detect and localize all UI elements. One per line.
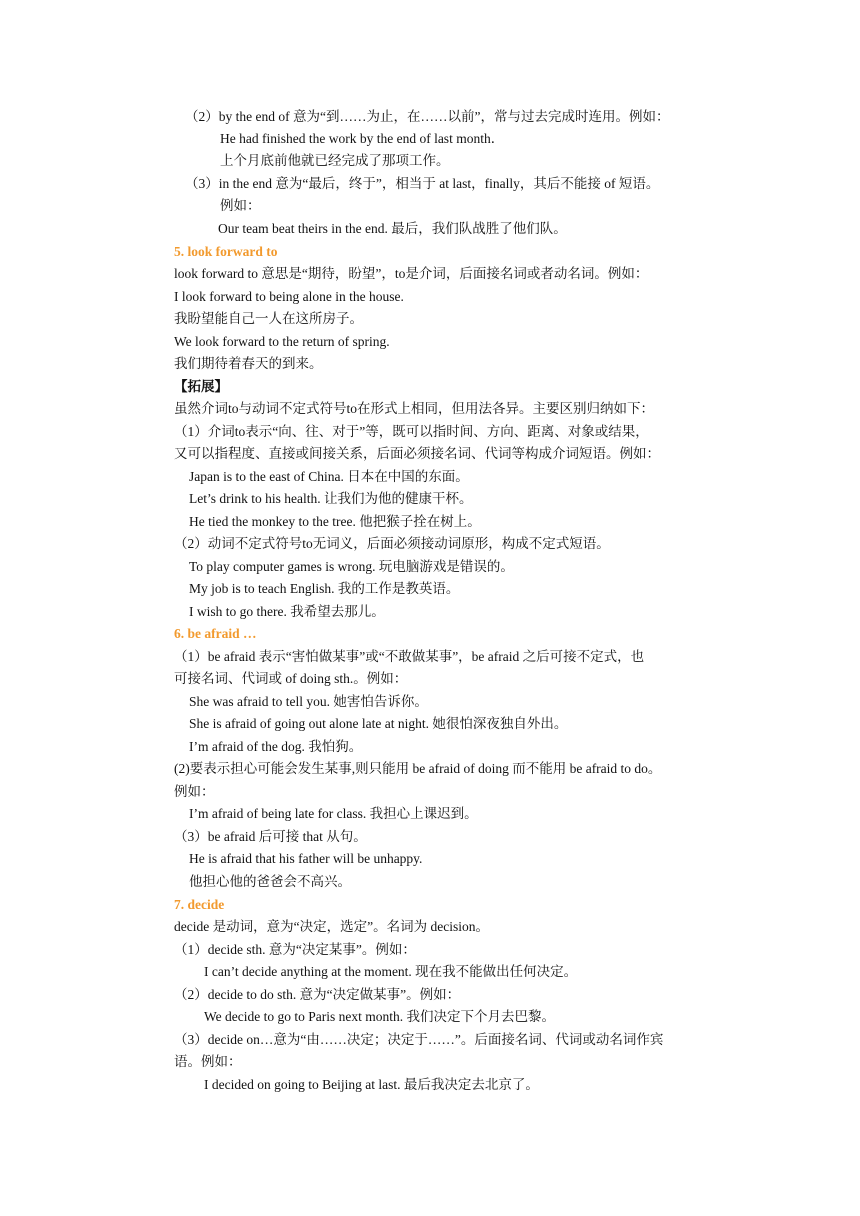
- example-english: I look forward to being alone in the house.: [174, 289, 404, 304]
- example-intro: 例如：: [220, 198, 261, 213]
- example-sentence: He tied the monkey to the tree. 他把猴子拴在树上。: [189, 514, 481, 529]
- example-sentence: I’m afraid of the dog. 我怕狗。: [189, 739, 363, 754]
- paragraph-text: 可接名词、代词或 of doing sth.。例如：: [174, 671, 408, 686]
- example-sentence: My job is to teach English. 我的工作是教英语。: [189, 581, 460, 596]
- paragraph-text: （1）decide sth. 意为“决定某事”。例如：: [174, 942, 416, 957]
- example-sentence: I decided on going to Beijing at last. 最后我决定去北京了。: [204, 1077, 539, 1092]
- example-sentence: Japan is to the east of China. 日本在中国的东面。: [189, 469, 469, 484]
- example-intro: 语。例如：: [174, 1054, 242, 1069]
- paragraph-text: （3）decide on…意为“由……决定；决定于……”。后面接名词、代词或动名词作宾: [174, 1032, 664, 1047]
- example-sentence: She was afraid to tell you. 她害怕告诉你。: [189, 694, 428, 709]
- in-the-end-rule: （3）in the end 意为“最后，终于”，相当于 at last，finally，其后不能接 of 短语。: [185, 176, 660, 191]
- example-chinese: 他担心他的爸爸会不高兴。: [189, 874, 351, 889]
- by-the-end-of-rule: （2）by the end of 意为“到……为止，在……以前”，常与过去完成时连用。例如：: [185, 109, 670, 124]
- section-heading-decide: 7. decide: [174, 897, 225, 912]
- paragraph-text: 虽然介词to与动词不定式符号to在形式上相同，但用法各异。主要区别归纳如下：: [174, 401, 655, 416]
- paragraph-text: （2）decide to do sth. 意为“决定做某事”。例如：: [174, 987, 461, 1002]
- example-sentence: I can’t decide anything at the moment. 现在我不能做出任何决定。: [204, 964, 578, 979]
- example-english: We look forward to the return of spring.: [174, 334, 390, 349]
- example-sentence: Our team beat theirs in the end. 最后，我们队战胜了他们队。: [218, 221, 567, 236]
- example-intro: 例如：: [174, 784, 215, 799]
- paragraph-text: （1）be afraid 表示“害怕做某事”或“不敢做某事”，be afraid 之后可接不定式，也: [174, 649, 645, 664]
- example-chinese: 我们期待着春天的到来。: [174, 356, 323, 371]
- example-sentence: Let’s drink to his health. 让我们为他的健康干杯。: [189, 491, 473, 506]
- paragraph-text: 又可以指程度、直接或间接关系，后面必须接名词、代词等构成介词短语。例如：: [174, 446, 660, 461]
- example-sentence: I wish to go there. 我希望去那儿。: [189, 604, 385, 619]
- example-sentence: To play computer games is wrong. 玩电脑游戏是错误的。: [189, 559, 514, 574]
- paragraph-text: (2)要表示担心可能会发生某事,则只能用 be afraid of doing 而不能用 be afraid to do。: [174, 761, 662, 776]
- paragraph-text: （1）介词to表示“向、往、对于”等，既可以指时间、方向、距离、对象或结果，: [174, 424, 649, 439]
- example-sentence: We decide to go to Paris next month. 我们决定下个月去巴黎。: [204, 1009, 555, 1024]
- paragraph-text: （2）动词不定式符号to无词义，后面必须接动词原形，构成不定式短语。: [174, 536, 610, 551]
- example-english: He is afraid that his father will be unhappy.: [189, 851, 423, 866]
- section-heading-be-afraid: 6. be afraid …: [174, 626, 257, 641]
- example-english: He had finished the work by the end of last month．: [220, 131, 505, 146]
- example-sentence: I’m afraid of being late for class. 我担心上课迟到。: [189, 806, 478, 821]
- paragraph-text: decide 是动词，意为“决定，选定”。名词为 decision。: [174, 919, 489, 934]
- section-heading-look-forward-to: 5. look forward to: [174, 244, 278, 259]
- extension-heading: 【拓展】: [174, 379, 228, 394]
- example-chinese: 上个月底前他就已经完成了那项工作。: [220, 153, 450, 168]
- look-forward-to-rule: look forward to 意思是“期待，盼望”，to是介词，后面接名词或者动名词。例如：: [174, 266, 649, 281]
- example-sentence: She is afraid of going out alone late at night. 她很怕深夜独自外出。: [189, 716, 568, 731]
- example-chinese: 我盼望能自己一人在这所房子。: [174, 311, 363, 326]
- paragraph-text: （3）be afraid 后可接 that 从句。: [174, 829, 367, 844]
